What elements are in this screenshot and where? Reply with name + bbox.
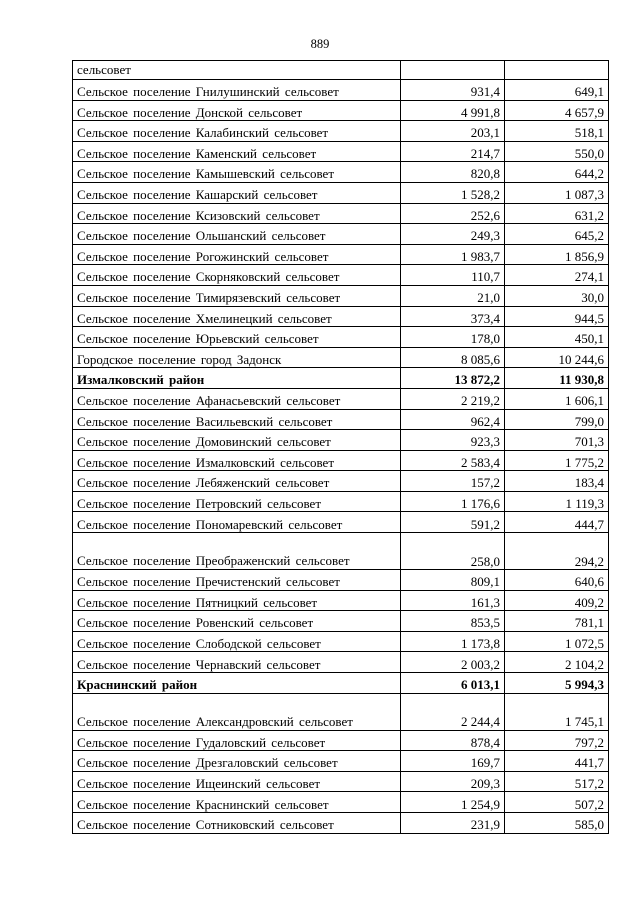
value-2-cell: 1 856,9 (505, 244, 609, 265)
settlement-name-cell: Сельское поселение Чернавский сельсовет (73, 652, 401, 673)
settlement-name-cell: сельсовет (73, 61, 401, 80)
table-row (73, 471, 609, 492)
value-2-cell: 450,1 (505, 327, 609, 348)
settlement-name-cell: Сельское поселение Пономаревский сельсовет (73, 512, 401, 533)
value-2-cell: 507,2 (505, 792, 609, 813)
value-2-cell: 294,2 (505, 533, 609, 570)
table-row (73, 244, 609, 265)
table-row (73, 652, 609, 673)
table-row (73, 162, 609, 183)
value-1-cell: 214,7 (401, 141, 505, 162)
value-1-cell: 252,6 (401, 203, 505, 224)
settlement-name-cell: Сельское поселение Афанасьевский сельсовет (73, 388, 401, 409)
settlement-name-cell: Городское поселение город Задонск (73, 347, 401, 368)
settlement-name-cell: Сельское поселение Юрьевский сельсовет (73, 327, 401, 348)
value-1-cell: 209,3 (401, 771, 505, 792)
value-1-cell: 161,3 (401, 590, 505, 611)
table-row (73, 631, 609, 652)
value-2-cell: 631,2 (505, 203, 609, 224)
value-2-cell: 799,0 (505, 409, 609, 430)
settlement-name-cell: Сельское поселение Домовинский сельсовет (73, 430, 401, 451)
value-1-cell: 169,7 (401, 751, 505, 772)
value-2-cell: 1 072,5 (505, 631, 609, 652)
value-1-cell: 203,1 (401, 121, 505, 142)
value-2-cell: 4 657,9 (505, 100, 609, 121)
value-2-cell: 1 775,2 (505, 450, 609, 471)
table-row (73, 813, 609, 834)
value-2-cell: 701,3 (505, 430, 609, 451)
value-1-cell: 110,7 (401, 265, 505, 286)
settlement-name-cell: Сельское поселение Ольшанский сельсовет (73, 224, 401, 245)
settlement-name-cell: Сельское поселение Донской сельсовет (73, 100, 401, 121)
settlement-name-cell: Сельское поселение Гудаловский сельсовет (73, 730, 401, 751)
page-number: 889 (310, 37, 330, 51)
value-2-cell: 649,1 (505, 80, 609, 101)
district-row (73, 673, 609, 694)
value-1-cell: 8 085,6 (401, 347, 505, 368)
value-2-cell: 645,2 (505, 224, 609, 245)
value-2-cell: 517,2 (505, 771, 609, 792)
value-2-cell: 781,1 (505, 611, 609, 632)
table-row (73, 121, 609, 142)
value-1-cell: 1 176,6 (401, 491, 505, 512)
budget-table (72, 60, 609, 834)
settlement-name-cell: Сельское поселение Слободской сельсовет (73, 631, 401, 652)
value-1-cell: 853,5 (401, 611, 505, 632)
value-1-cell: 2 219,2 (401, 388, 505, 409)
table-row (73, 347, 609, 368)
settlement-name-cell: Сельское поселение Александровский сельсовет (73, 693, 401, 730)
table-row (73, 450, 609, 471)
value-2-cell: 274,1 (505, 265, 609, 286)
value-2-cell: 518,1 (505, 121, 609, 142)
settlement-name-cell: Сельское поселение Пятницкий сельсовет (73, 590, 401, 611)
value-1-cell: 373,4 (401, 306, 505, 327)
settlement-name-cell: Сельское поселение Гнилушинский сельсовет (73, 80, 401, 101)
table-row (73, 224, 609, 245)
value-2-cell: 30,0 (505, 285, 609, 306)
value-2-cell: 1 745,1 (505, 693, 609, 730)
table-row (73, 771, 609, 792)
value-1-cell: 4 991,8 (401, 100, 505, 121)
table-row (73, 491, 609, 512)
table-row (73, 285, 609, 306)
value-1-cell: 923,3 (401, 430, 505, 451)
table-row (73, 141, 609, 162)
settlement-name-cell: Сельское поселение Рогожинский сельсовет (73, 244, 401, 265)
value-1-cell (401, 61, 505, 80)
settlement-name-cell: Сельское поселение Сотниковский сельсовет (73, 813, 401, 834)
table-body (73, 61, 609, 834)
value-1-cell: 591,2 (401, 512, 505, 533)
value-2-cell: 640,6 (505, 570, 609, 591)
table-row (73, 570, 609, 591)
value-2-cell: 944,5 (505, 306, 609, 327)
value-1-cell: 931,4 (401, 80, 505, 101)
value-1-cell: 1 983,7 (401, 244, 505, 265)
value-2-cell: 10 244,6 (505, 347, 609, 368)
value-1-cell: 2 003,2 (401, 652, 505, 673)
value-1-cell: 2 583,4 (401, 450, 505, 471)
settlement-name-cell: Сельское поселение Пречистенский сельсовет (73, 570, 401, 591)
value-2-cell: 409,2 (505, 590, 609, 611)
value-1-cell: 1 173,8 (401, 631, 505, 652)
value-2-cell: 11 930,8 (505, 368, 609, 389)
value-1-cell: 157,2 (401, 471, 505, 492)
table-row (73, 61, 609, 80)
settlement-name-cell: Сельское поселение Хмелинецкий сельсовет (73, 306, 401, 327)
table-row (73, 512, 609, 533)
settlement-name-cell: Сельское поселение Тимирязевский сельсовет (73, 285, 401, 306)
value-1-cell: 2 244,4 (401, 693, 505, 730)
table-row (73, 409, 609, 430)
settlement-name-cell: Сельское поселение Камышевский сельсовет (73, 162, 401, 183)
settlement-name-cell: Сельское поселение Краснинский сельсовет (73, 792, 401, 813)
value-2-cell: 644,2 (505, 162, 609, 183)
value-1-cell: 820,8 (401, 162, 505, 183)
value-1-cell: 809,1 (401, 570, 505, 591)
value-2-cell: 5 994,3 (505, 673, 609, 694)
table-row (73, 265, 609, 286)
settlement-name-cell: Сельское поселение Каменский сельсовет (73, 141, 401, 162)
district-row (73, 368, 609, 389)
value-2-cell: 1 606,1 (505, 388, 609, 409)
value-1-cell: 258,0 (401, 533, 505, 570)
value-1-cell: 1 254,9 (401, 792, 505, 813)
table-row (73, 100, 609, 121)
value-1-cell: 6 013,1 (401, 673, 505, 694)
table-row (73, 182, 609, 203)
value-1-cell: 962,4 (401, 409, 505, 430)
table-row (73, 792, 609, 813)
value-2-cell: 444,7 (505, 512, 609, 533)
settlement-name-cell: Сельское поселение Дрезгаловский сельсовет (73, 751, 401, 772)
settlement-name-cell: Сельское поселение Калабинский сельсовет (73, 121, 401, 142)
settlement-name-cell: Сельское поселение Лебяженский сельсовет (73, 471, 401, 492)
value-1-cell: 13 872,2 (401, 368, 505, 389)
settlement-name-cell: Сельское поселение Ксизовский сельсовет (73, 203, 401, 224)
settlement-name-cell: Сельское поселение Петровский сельсовет (73, 491, 401, 512)
value-2-cell: 797,2 (505, 730, 609, 751)
settlement-name-cell: Измалковский район (73, 368, 401, 389)
table-row (73, 306, 609, 327)
value-2-cell (505, 61, 609, 80)
table-row (73, 203, 609, 224)
table-row (73, 693, 609, 730)
value-2-cell: 1 119,3 (505, 491, 609, 512)
value-2-cell: 550,0 (505, 141, 609, 162)
table-row (73, 533, 609, 570)
table-row (73, 430, 609, 451)
table-row (73, 590, 609, 611)
settlement-name-cell: Сельское поселение Скорняковский сельсовет (73, 265, 401, 286)
settlement-name-cell: Сельское поселение Преображенский сельсовет (73, 533, 401, 570)
value-1-cell: 1 528,2 (401, 182, 505, 203)
settlement-name-cell: Сельское поселение Кашарский сельсовет (73, 182, 401, 203)
settlement-name-cell: Сельское поселение Измалковский сельсовет (73, 450, 401, 471)
table-row (73, 388, 609, 409)
value-1-cell: 249,3 (401, 224, 505, 245)
value-1-cell: 178,0 (401, 327, 505, 348)
value-1-cell: 231,9 (401, 813, 505, 834)
settlement-name-cell: Краснинский район (73, 673, 401, 694)
table-row (73, 80, 609, 101)
settlement-name-cell: Сельское поселение Васильевский сельсовет (73, 409, 401, 430)
value-2-cell: 441,7 (505, 751, 609, 772)
settlement-name-cell: Сельское поселение Ровенский сельсовет (73, 611, 401, 632)
table-row (73, 730, 609, 751)
table-row (73, 611, 609, 632)
settlement-name-cell: Сельское поселение Ищеинский сельсовет (73, 771, 401, 792)
value-2-cell: 183,4 (505, 471, 609, 492)
value-2-cell: 2 104,2 (505, 652, 609, 673)
value-2-cell: 1 087,3 (505, 182, 609, 203)
value-1-cell: 878,4 (401, 730, 505, 751)
table-row (73, 327, 609, 348)
value-2-cell: 585,0 (505, 813, 609, 834)
value-1-cell: 21,0 (401, 285, 505, 306)
table-row (73, 751, 609, 772)
